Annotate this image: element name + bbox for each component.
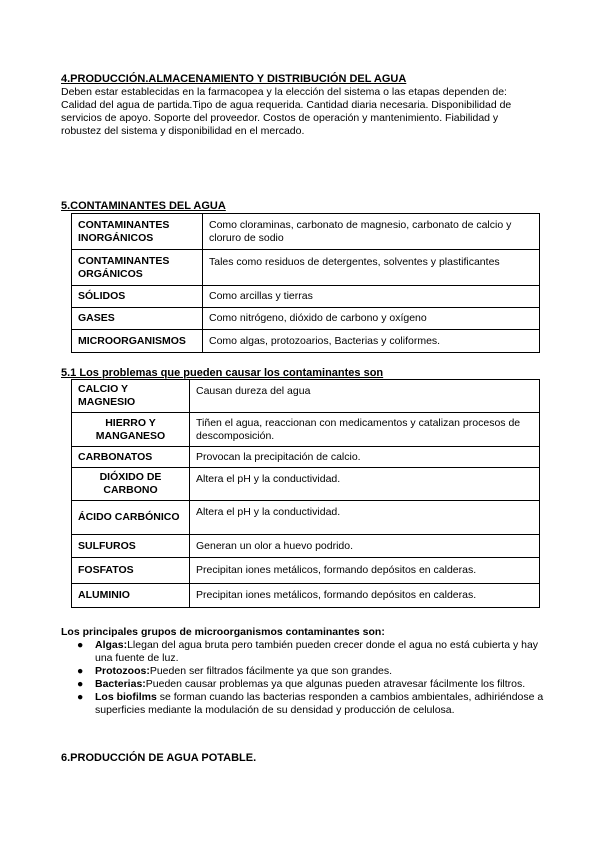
item-text: Pueden causar problemas ya que algunas pueden atravesar fácilmente los filtros.	[145, 678, 526, 690]
microorganisms-title: Los principales grupos de microorganismos contaminantes son:	[61, 626, 385, 638]
section-6-title: 6.PRODUCCIÓN DE AGUA POTABLE.	[61, 752, 257, 764]
table-row	[72, 447, 540, 468]
problem-desc: Tiñen el agua, reaccionan con medicamentos y catalizan procesos de descomposición.	[190, 413, 540, 447]
list-item	[77, 639, 550, 665]
list-item	[77, 691, 550, 717]
item-text: Llegan del agua bruta pero también pueden crecer donde el agua no está cubierta y hay una fuente de luz.	[95, 639, 539, 664]
table-row	[72, 468, 540, 501]
contaminant-label: CONTAMINANTES INORGÁNICOS	[72, 214, 203, 250]
bullet-icon: ●	[77, 678, 84, 690]
table-row	[72, 501, 540, 535]
contaminant-label: CONTAMINANTES ORGÁNICOS	[72, 250, 203, 286]
paragraph-line: Calidad del agua de partida.Tipo de agua requerida. Cantidad diaria necesaria. Disponibilidad de	[61, 99, 512, 111]
item-text: se forman cuando las bacterias responden a cambios ambientales, adhiriéndose a superficies mediante la modulación de su densidad y producción de celulosa.	[95, 691, 544, 716]
contaminant-desc: Como algas, protozoarios, Bacterias y coliformes.	[203, 330, 540, 353]
item-term: Los biofilms	[95, 691, 157, 703]
section-5-1-title: 5.1 Los problemas que pueden causar los contaminantes son	[61, 367, 384, 379]
item-text: Pueden ser filtrados fácilmente ya que son grandes.	[149, 665, 393, 677]
problem-desc: Causan dureza del agua	[190, 380, 540, 413]
bullet-icon: ●	[77, 665, 84, 677]
problem-label: HIERRO Y MANGANESO	[72, 413, 190, 447]
contaminant-desc: Como cloraminas, carbonato de magnesio, carbonato de calcio y cloruro de sodio	[203, 214, 540, 250]
item-term: Bacterias:	[95, 678, 146, 690]
contaminant-desc: Como nitrógeno, dióxido de carbono y oxígeno	[203, 308, 540, 330]
problem-label: CARBONATOS	[72, 447, 190, 468]
paragraph-line: servicios de apoyo. Soporte del proveedor. Costos de operación y mantenimiento. Fiabilidad y	[61, 112, 499, 124]
table-row	[72, 286, 540, 308]
problem-label: DIÓXIDO DE CARBONO	[72, 468, 190, 501]
microorganisms-list	[77, 639, 550, 717]
problem-label: SULFUROS	[72, 535, 190, 558]
table-row	[72, 558, 540, 584]
table-row	[72, 413, 540, 447]
contaminant-desc: Como arcillas y tierras	[203, 286, 540, 308]
contaminants-table	[71, 213, 540, 353]
problem-label: ÁCIDO CARBÓNICO	[72, 501, 190, 535]
contaminant-label: SÓLIDOS	[72, 286, 203, 308]
bullet-icon: ●	[77, 691, 84, 703]
problem-desc: Altera el pH y la conductividad.	[190, 468, 540, 501]
item-term: Algas:	[95, 639, 128, 651]
list-item	[77, 678, 550, 691]
contaminant-desc: Tales como residuos de detergentes, solventes y plastificantes	[203, 250, 540, 286]
table-row	[72, 535, 540, 558]
contaminant-label: GASES	[72, 308, 203, 330]
item-term: Protozoos:	[95, 665, 150, 677]
problem-desc: Precipitan iones metálicos, formando depósitos en calderas.	[190, 584, 540, 608]
paragraph-line: robustez del sistema y disponibilidad en el mercado.	[61, 125, 305, 137]
table-row	[72, 308, 540, 330]
table-row	[72, 214, 540, 250]
problem-desc: Precipitan iones metálicos, formando depósitos en calderas.	[190, 558, 540, 584]
table-row	[72, 330, 540, 353]
section-5-title: 5.CONTAMINANTES DEL AGUA	[61, 200, 226, 212]
table-row	[72, 380, 540, 413]
table-row	[72, 584, 540, 608]
list-item	[77, 665, 550, 678]
problem-desc: Generan un olor a huevo podrido.	[190, 535, 540, 558]
problem-desc: Altera el pH y la conductividad.	[190, 501, 540, 535]
bullet-icon: ●	[77, 639, 84, 651]
contaminant-label: MICROORGANISMOS	[72, 330, 203, 353]
problem-label: CALCIO Y MAGNESIO	[72, 380, 190, 413]
problem-desc: Provocan la precipitación de calcio.	[190, 447, 540, 468]
paragraph-line: Deben estar establecidas en la farmacopea y la elección del sistema o las etapas dependen de:	[61, 86, 507, 98]
problem-label: ALUMINIO	[72, 584, 190, 608]
problem-label: FOSFATOS	[72, 558, 190, 584]
problems-table	[71, 379, 540, 608]
table-row	[72, 250, 540, 286]
section-4-title: 4.PRODUCCIÓN.ALMACENAMIENTO Y DISTRIBUCIÓN DEL AGUA	[61, 73, 407, 85]
section-4-paragraph	[61, 86, 541, 138]
